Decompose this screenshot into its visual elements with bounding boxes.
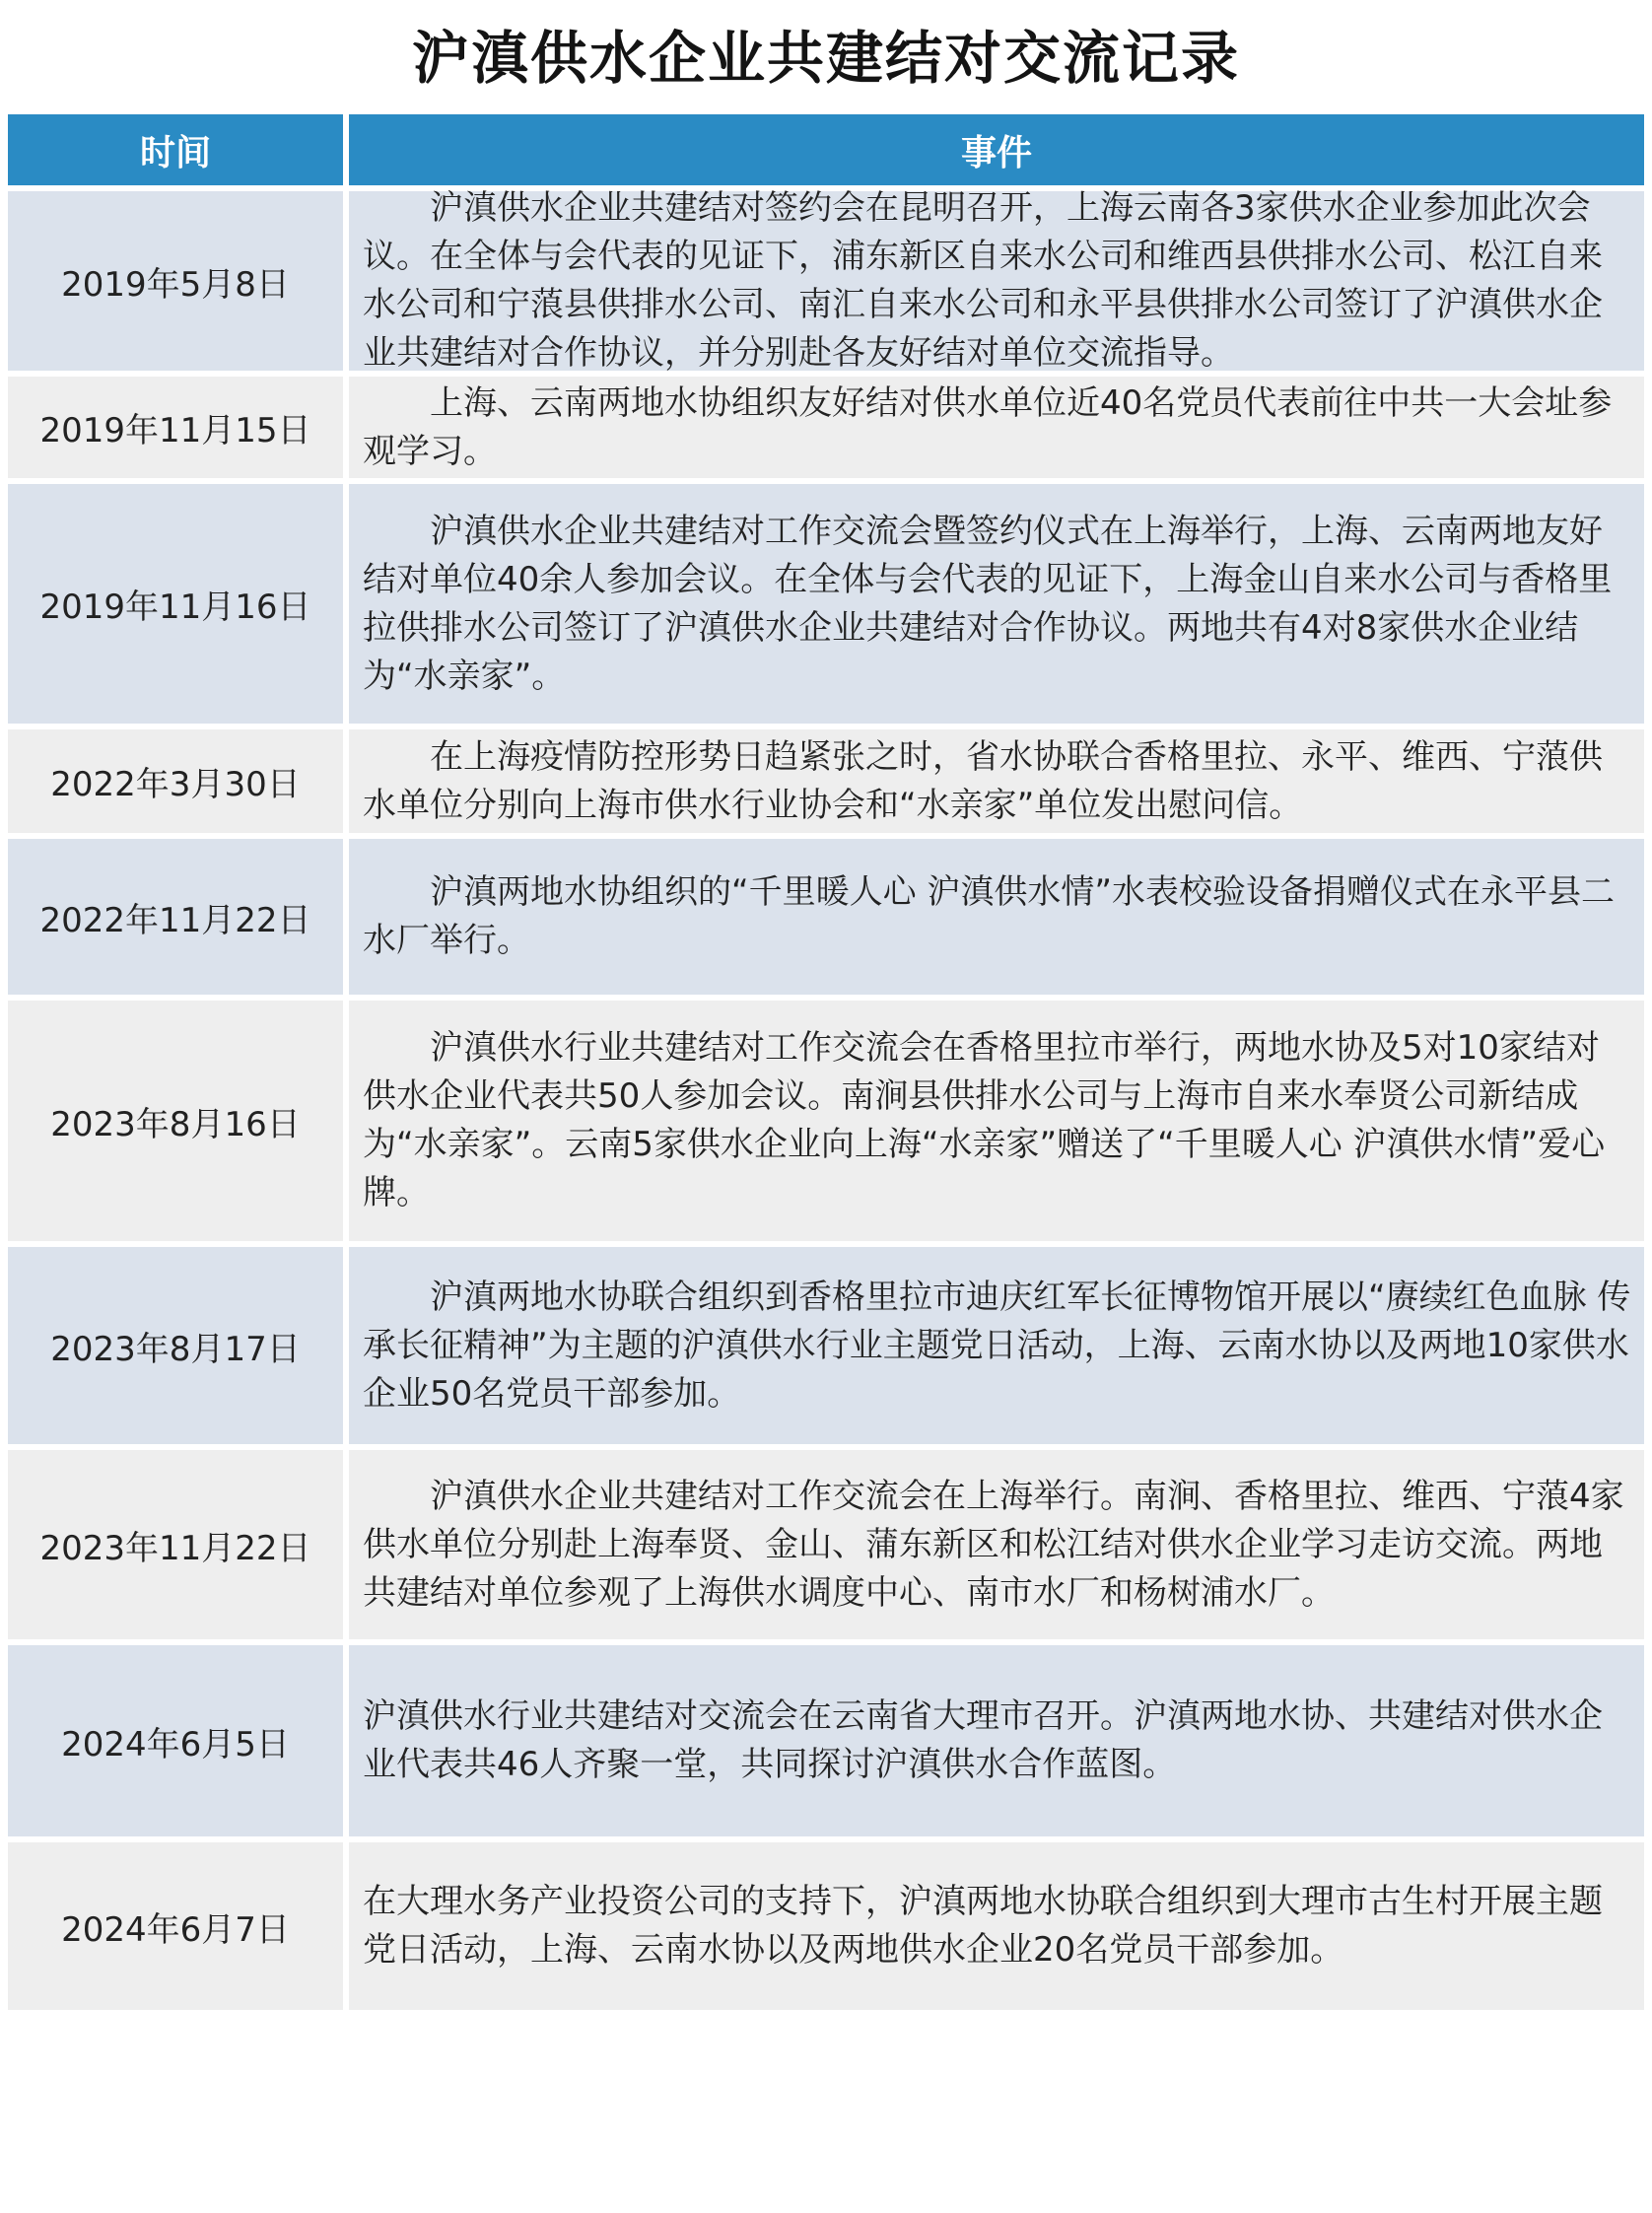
- table-row: [8, 839, 1644, 995]
- event-cell: [349, 1842, 1644, 2010]
- table-row: [8, 729, 1644, 833]
- table-row: [8, 188, 1644, 373]
- event-text: 沪滇供水企业共建结对工作交流会暨签约仪式在上海举行，上海、云南两地友好结对单位40余人参加会议。在全体与会代表的见证下，上海金山自来水公司与香格里拉供排水公司签订了沪滇供水企业共建结对合作协议。两地共有4对8家供水企业结为“水亲家”。: [363, 511, 1613, 696]
- event-cell: [349, 1001, 1644, 1241]
- table-row: [8, 484, 1644, 724]
- table-row: [8, 377, 1644, 478]
- header-time: 时间: [8, 114, 343, 185]
- table-row: [8, 1842, 1644, 2010]
- event-text: 在大理水务产业投资公司的支持下，沪滇两地水协联合组织到大理市古生村开展主题党日活动，上海、云南水协以及两地供水企业20名党员干部参加。: [363, 1882, 1603, 1970]
- date-cell: 2019年11月15日: [8, 377, 343, 478]
- date-cell: 2022年3月30日: [8, 729, 343, 833]
- date-cell: 2023年8月16日: [8, 1001, 343, 1241]
- event-cell: [349, 839, 1644, 995]
- event-cell: [349, 1247, 1644, 1444]
- date-cell: 2024年6月5日: [8, 1645, 343, 1836]
- table-row: [8, 1247, 1644, 1444]
- event-cell: [349, 377, 1644, 478]
- date-cell: 2024年6月7日: [8, 1842, 343, 2010]
- events-table: [8, 114, 1644, 2010]
- event-cell: [349, 729, 1644, 833]
- date-cell: 2023年11月22日: [8, 1450, 343, 1639]
- table-row: [8, 1645, 1644, 1836]
- table-row: [8, 1001, 1644, 1241]
- event-text: 沪滇供水企业共建结对工作交流会在上海举行。南涧、香格里拉、维西、宁蒗4家供水单位分别赴上海奉贤、金山、蒲东新区和松江结对供水企业学习走访交流。两地共建结对单位参观了上海供水调度中心、南市水厂和杨树浦水厂。: [363, 1476, 1624, 1613]
- event-cell: [349, 484, 1644, 724]
- date-cell: 2019年11月16日: [8, 484, 343, 724]
- event-text: 沪滇供水行业共建结对工作交流会在香格里拉市举行，两地水协及5对10家结对供水企业代表共50人参加会议。南涧县供排水公司与上海市自来水奉贤公司新结成为“水亲家”。云南5家供水企业向上海“水亲家”赠送了“千里暖人心 沪滇供水情”爱心牌。: [363, 1028, 1606, 1212]
- event-text: 沪滇供水企业共建结对签约会在昆明召开，上海云南各3家供水企业参加此次会议。在全体与会代表的见证下，浦东新区自来水公司和维西县供排水公司、松江自来水公司和宁蒗县供排水公司、南汇自来水公司和永平县供排水公司签订了沪滇供水企业共建结对合作协议，并分别赴各友好结对单位交流指导。: [363, 188, 1603, 373]
- date-cell: 2023年8月17日: [8, 1247, 343, 1444]
- event-text: 上海、云南两地水协组织友好结对供水单位近40名党员代表前往中共一大会址参观学习。: [363, 382, 1613, 471]
- event-text: 沪滇两地水协联合组织到香格里拉市迪庆红军长征博物馆开展以“赓续红色血脉 传承长征精神”为主题的沪滇供水行业主题党日活动，上海、云南水协以及两地10家供水企业50名党员干部参加。: [363, 1277, 1631, 1414]
- event-text: 沪滇供水行业共建结对交流会在云南省大理市召开。沪滇两地水协、共建结对供水企业代表共46人齐聚一堂，共同探讨沪滇供水合作蓝图。: [363, 1696, 1603, 1784]
- event-cell: [349, 188, 1644, 373]
- page-title: 沪滇供水企业共建结对交流记录: [411, 25, 1240, 92]
- event-cell: [349, 1450, 1644, 1639]
- event-cell: [349, 1645, 1644, 1836]
- event-text: 沪滇两地水协组织的“千里暖人心 沪滇供水情”水表校验设备捐赠仪式在永平县二水厂举行。: [363, 872, 1616, 960]
- date-cell: 2019年5月8日: [8, 191, 343, 371]
- header-event: 事件: [349, 114, 1644, 185]
- date-cell: 2022年11月22日: [8, 839, 343, 995]
- table-row: [8, 1450, 1644, 1639]
- table-header: [8, 114, 1644, 185]
- event-text: 在上海疫情防控形势日趋紧张之时，省水协联合香格里拉、永平、维西、宁蒗供水单位分别向上海市供水行业协会和“水亲家”单位发出慰问信。: [363, 736, 1603, 825]
